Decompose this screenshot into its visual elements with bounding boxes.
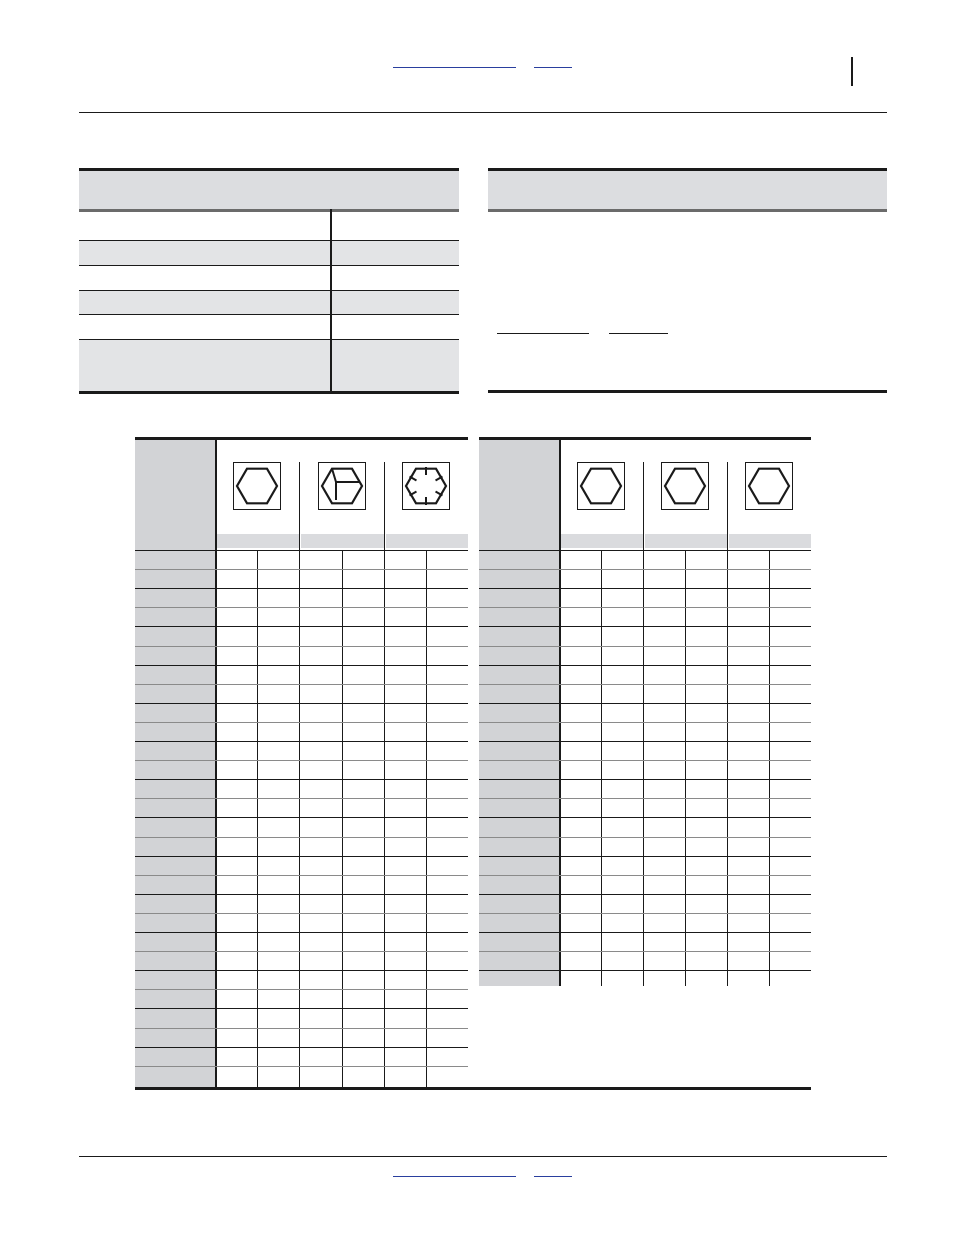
unit-column-divider bbox=[601, 550, 602, 986]
table-row-line bbox=[479, 837, 811, 838]
table-row-line bbox=[479, 665, 811, 666]
table-row-line bbox=[479, 970, 811, 971]
footer-link-1-underline[interactable] bbox=[393, 1176, 516, 1177]
grade-group-divider bbox=[384, 462, 385, 1087]
table-row-line bbox=[135, 894, 468, 895]
size-column-divider bbox=[559, 440, 561, 986]
table-row-line bbox=[479, 875, 811, 876]
grade-group-divider bbox=[727, 462, 728, 986]
spec-table-left-header bbox=[79, 168, 459, 212]
note-box-right-bottom-rule bbox=[488, 390, 887, 393]
table-row-line bbox=[479, 626, 811, 627]
table-row-line bbox=[135, 856, 468, 857]
table-row-line bbox=[479, 856, 811, 857]
table-row bbox=[79, 291, 459, 315]
grade-label-band bbox=[386, 534, 468, 548]
spec-table-left-column-divider bbox=[330, 209, 332, 392]
table-row-line bbox=[479, 722, 811, 723]
unit-column-divider bbox=[769, 550, 770, 986]
table-row-line bbox=[135, 741, 468, 742]
table-row-line bbox=[479, 760, 811, 761]
grade-label-band bbox=[729, 534, 811, 548]
grade-label-band bbox=[645, 534, 727, 548]
table-row-line bbox=[479, 779, 811, 780]
table-row-line bbox=[135, 550, 468, 551]
table-row-line bbox=[135, 588, 468, 589]
unit-column-divider bbox=[685, 550, 686, 986]
table-row-line bbox=[135, 817, 468, 818]
table-row-line bbox=[479, 703, 811, 704]
size-column bbox=[479, 440, 559, 986]
torque-tables-bottom-rule bbox=[135, 1087, 811, 1090]
header-link-1-underline[interactable] bbox=[393, 67, 516, 68]
grade-label-band bbox=[561, 534, 643, 548]
table-row-line bbox=[479, 932, 811, 933]
table-row-line bbox=[135, 1047, 468, 1048]
table-row-line bbox=[135, 665, 468, 666]
hex-head-plain-icon bbox=[233, 462, 281, 510]
table-row-line bbox=[479, 913, 811, 914]
table-row-line bbox=[135, 703, 468, 704]
hex-head-six-radial-marks-icon bbox=[402, 462, 450, 510]
table-row-line bbox=[479, 550, 811, 551]
table-row-line bbox=[135, 722, 468, 723]
hex-head-plain-icon bbox=[661, 462, 709, 510]
table-row-line bbox=[479, 607, 811, 608]
table-row-line bbox=[479, 951, 811, 952]
table-row bbox=[79, 241, 459, 266]
table-row-line bbox=[135, 1028, 468, 1029]
hex-head-plain-icon bbox=[745, 462, 793, 510]
note-link-2-underline[interactable] bbox=[609, 333, 668, 334]
table-row-line bbox=[135, 779, 468, 780]
table-row-line bbox=[135, 1008, 468, 1009]
table-row-line bbox=[479, 798, 811, 799]
table-row-line bbox=[135, 626, 468, 627]
hex-head-plain-icon bbox=[577, 462, 625, 510]
note-box-right-header bbox=[488, 168, 887, 212]
header-link-2-underline[interactable] bbox=[534, 67, 572, 68]
table-row-line bbox=[135, 875, 468, 876]
table-row-line bbox=[479, 817, 811, 818]
table-row-line bbox=[479, 646, 811, 647]
table-row-line bbox=[135, 798, 468, 799]
hex-head-cube-marking-icon bbox=[318, 462, 366, 510]
footer-link-2-underline[interactable] bbox=[534, 1176, 572, 1177]
table-row-line bbox=[135, 913, 468, 914]
spec-table-left-bottom-rule bbox=[79, 391, 459, 394]
table-row bbox=[79, 266, 459, 291]
table-row-line bbox=[135, 837, 468, 838]
table-row-line bbox=[479, 741, 811, 742]
table-row-line bbox=[135, 684, 468, 685]
table-row bbox=[79, 209, 459, 241]
table-row-line bbox=[479, 569, 811, 570]
table-row-line bbox=[479, 684, 811, 685]
table-row-line bbox=[479, 588, 811, 589]
table-row-line bbox=[135, 607, 468, 608]
unit-column-divider bbox=[426, 550, 427, 1087]
grade-label-band bbox=[217, 534, 299, 548]
table-row bbox=[79, 315, 459, 340]
table-row bbox=[79, 340, 459, 391]
footer-rule bbox=[79, 1156, 887, 1157]
table-row-line bbox=[479, 894, 811, 895]
grade-group-divider bbox=[643, 462, 644, 986]
table-row-line bbox=[135, 970, 468, 971]
change-bar bbox=[851, 57, 853, 86]
grade-group-divider bbox=[299, 462, 300, 1087]
header-rule bbox=[79, 112, 887, 113]
table-row-line bbox=[135, 951, 468, 952]
table-row-line bbox=[135, 1066, 468, 1067]
table-row-line bbox=[135, 760, 468, 761]
grade-label-band bbox=[301, 534, 383, 548]
table-row-line bbox=[135, 989, 468, 990]
note-link-1-underline[interactable] bbox=[497, 333, 589, 334]
unit-column-divider bbox=[342, 550, 343, 1087]
table-row-line bbox=[135, 569, 468, 570]
table-row-line bbox=[135, 646, 468, 647]
unit-column-divider bbox=[257, 550, 258, 1087]
table-row-line bbox=[135, 932, 468, 933]
